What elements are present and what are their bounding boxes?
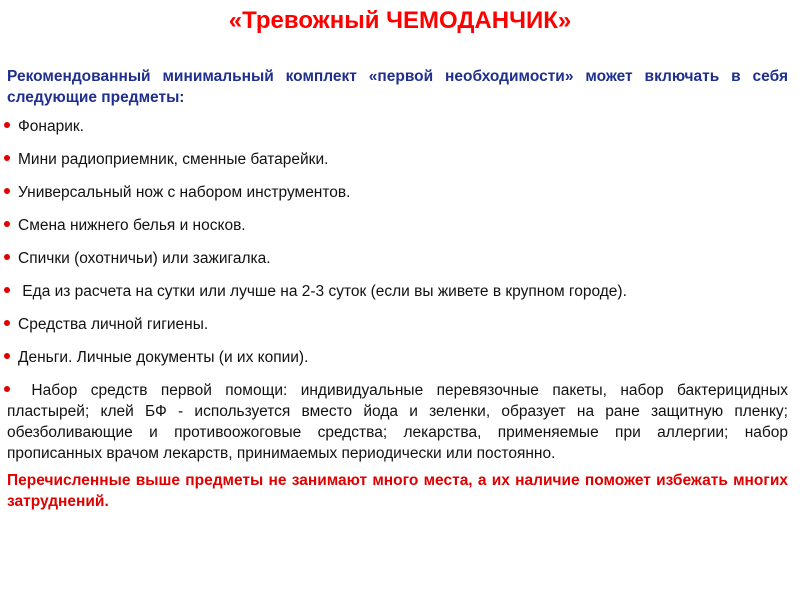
closing-note: Перечисленные выше предметы не занимают много места, а их наличие поможет избежать многих затруднений. [7,472,788,510]
bullet-dot-icon [4,155,10,161]
slide-title: «Тревожный ЧЕМОДАНЧИК» [228,7,572,34]
list-item-text: Смена нижнего белья и носков. [18,217,246,234]
bullet-dot-icon [4,386,10,392]
list-item [4,116,788,137]
list-item-text: Мини радиоприемник, сменные батарейки. [18,151,329,168]
list-item [4,380,788,464]
list-item-text: Универсальный нож с набором инструментов. [18,184,351,201]
list-item [4,314,788,335]
list-item-text: Спички (охотничьи) или зажигалка. [18,250,271,267]
bullet-dot-icon [4,188,10,194]
list-item [4,215,788,236]
intro-text: Рекомендованный минимальный комплект «первой необходимости» может включать в себя следующие предметы: [7,68,788,106]
bullet-dot-icon [4,221,10,227]
items-list [4,116,788,464]
list-item [4,248,788,269]
slide-content [4,66,788,512]
list-item-text: Средства личной гигиены. [18,316,209,333]
list-item-text: Еда из расчета на сутки или лучше на 2-3 суток (если вы живете в крупном городе). [18,283,627,300]
bullet-dot-icon [4,287,10,293]
list-item-text: Деньги. Личные документы (и их копии). [18,349,309,366]
bullet-dot-icon [4,353,10,359]
list-item [4,281,788,302]
list-item [4,149,788,170]
list-item-text: Набор средств первой помощи: индивидуальные перевязочные пакеты, набор бактерицидных пластырей; клей БФ - используется вместо йода и зеленки, образует на ране защитную пленку; обезболивающие и противоожоговые средства; лекарства, применяемые при аллергии; набор прописанных врачом лекарств, принимаемых периодически или постоянно. [7,382,788,462]
bullet-dot-icon [4,122,10,128]
list-item [4,182,788,203]
bullet-dot-icon [4,320,10,326]
bullet-dot-icon [4,254,10,260]
list-item [4,347,788,368]
list-item-text: Фонарик. [18,118,84,135]
